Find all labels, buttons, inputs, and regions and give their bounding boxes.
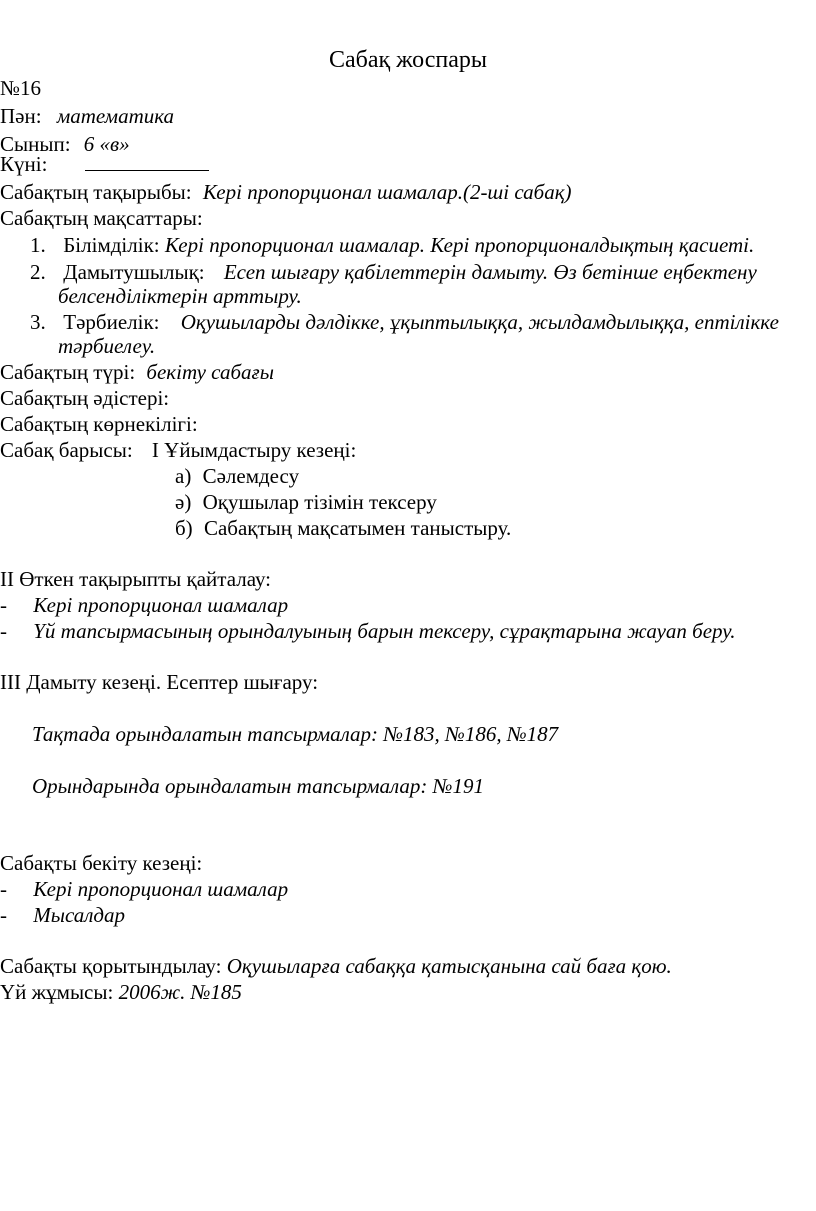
lesson-type-value: бекіту сабағы	[146, 360, 274, 384]
homework-line	[0, 982, 242, 1003]
date-label: Күні:	[0, 152, 48, 176]
goal-label: Дамытушылық:	[63, 260, 205, 284]
page-title: Сабақ жоспары	[328, 47, 488, 73]
flow-step-letter: а)	[175, 464, 192, 488]
flow-step	[175, 518, 511, 539]
reinforcement-item	[0, 879, 288, 900]
goal-number: 3.	[30, 310, 46, 334]
flow-step	[175, 466, 299, 487]
homework-label: Үй жұмысы:	[0, 980, 114, 1004]
goal-item	[30, 262, 757, 283]
topic-value: Кері пропорционал шамалар.(2-ші сабақ)	[202, 180, 572, 204]
goals-label: Сабақтың мақсаттары:	[0, 206, 203, 230]
grade-label: Сынып:	[0, 132, 71, 156]
visual-aids-label: Сабақтың көрнекілігі:	[0, 412, 198, 436]
seat-tasks: Орындарында орындалатын тапсырмалар: №191	[32, 774, 484, 798]
goal-number: 2.	[30, 260, 46, 284]
summary-line	[0, 956, 672, 977]
review-item-text: Кері пропорционал шамалар	[33, 593, 289, 617]
dash: -	[0, 903, 7, 927]
methods-label: Сабақтың әдістері:	[0, 386, 170, 410]
lesson-flow-line	[0, 440, 356, 461]
goal-value: Оқушыларды дәлдікке, ұқыптылыққа, жылдамдылыққа, ептілікке	[180, 310, 779, 334]
subject-value: математика	[56, 104, 175, 128]
lesson-number: №16	[0, 76, 42, 100]
lesson-type-label: Сабақтың түрі:	[0, 360, 136, 384]
date-line	[0, 154, 209, 175]
reinforcement-item-text: Кері пропорционал шамалар	[33, 877, 289, 901]
goal-value-continued: тәрбиелеу.	[58, 334, 156, 358]
review-item	[0, 621, 736, 642]
summary-value: Оқушыларға сабаққа қатысқанына сай баға қою.	[226, 954, 672, 978]
topic-line	[0, 182, 572, 203]
flow-step	[175, 492, 437, 513]
flow-step-letter: ә)	[175, 490, 192, 514]
dash: -	[0, 877, 7, 901]
goal-number: 1.	[30, 233, 46, 257]
board-tasks: Тақтада орындалатын тапсырмалар: №183, №186, №187	[32, 722, 559, 746]
review-item	[0, 595, 288, 616]
goal-item	[30, 235, 754, 256]
reinforcement-item-text: Мысалдар	[33, 903, 126, 927]
goal-item	[30, 312, 779, 333]
grade-value: 6 «в»	[83, 132, 130, 156]
date-blank	[85, 154, 209, 171]
subject-line	[0, 106, 174, 127]
summary-label: Сабақты қорытындылау:	[0, 954, 222, 978]
review-heading: II Өткен тақырыпты қайталау:	[0, 567, 272, 591]
stage-one-heading: I Ұйымдастыру кезеңі:	[151, 438, 357, 462]
homework-value: 2006ж. №185	[118, 980, 242, 1004]
reinforcement-item	[0, 905, 125, 926]
development-heading: III Дамыту кезеңі. Есептер шығару:	[0, 670, 319, 694]
dash: -	[0, 619, 7, 643]
review-item-text: Үй тапсырмасының орындалуының барын тексеру, сұрақтарына жауап беру.	[33, 619, 736, 643]
flow-step-letter: б)	[175, 516, 193, 540]
lesson-type-line	[0, 362, 274, 383]
subject-label: Пән:	[0, 104, 42, 128]
goal-value-continued: белсенділіктерін арттыру.	[58, 284, 302, 308]
topic-label: Сабақтың тақырыбы:	[0, 180, 192, 204]
flow-step-text: Оқушылар тізімін тексеру	[202, 490, 437, 514]
goal-value: Есеп шығару қабілеттерін дамыту. Өз бетінше еңбектену	[223, 260, 757, 284]
goal-label: Білімділік:	[63, 233, 160, 257]
flow-step-text: Сабақтың мақсатымен таныстыру.	[203, 516, 512, 540]
goal-label: Тәрбиелік:	[63, 310, 160, 334]
dash: -	[0, 593, 7, 617]
flow-step-text: Сәлемдесу	[202, 464, 300, 488]
lesson-flow-label: Сабақ барысы:	[0, 438, 133, 462]
goal-value: Кері пропорционал шамалар. Кері пропорционалдықтың қасиеті.	[164, 233, 755, 257]
reinforcement-heading: Сабақты бекіту кезеңі:	[0, 851, 203, 875]
